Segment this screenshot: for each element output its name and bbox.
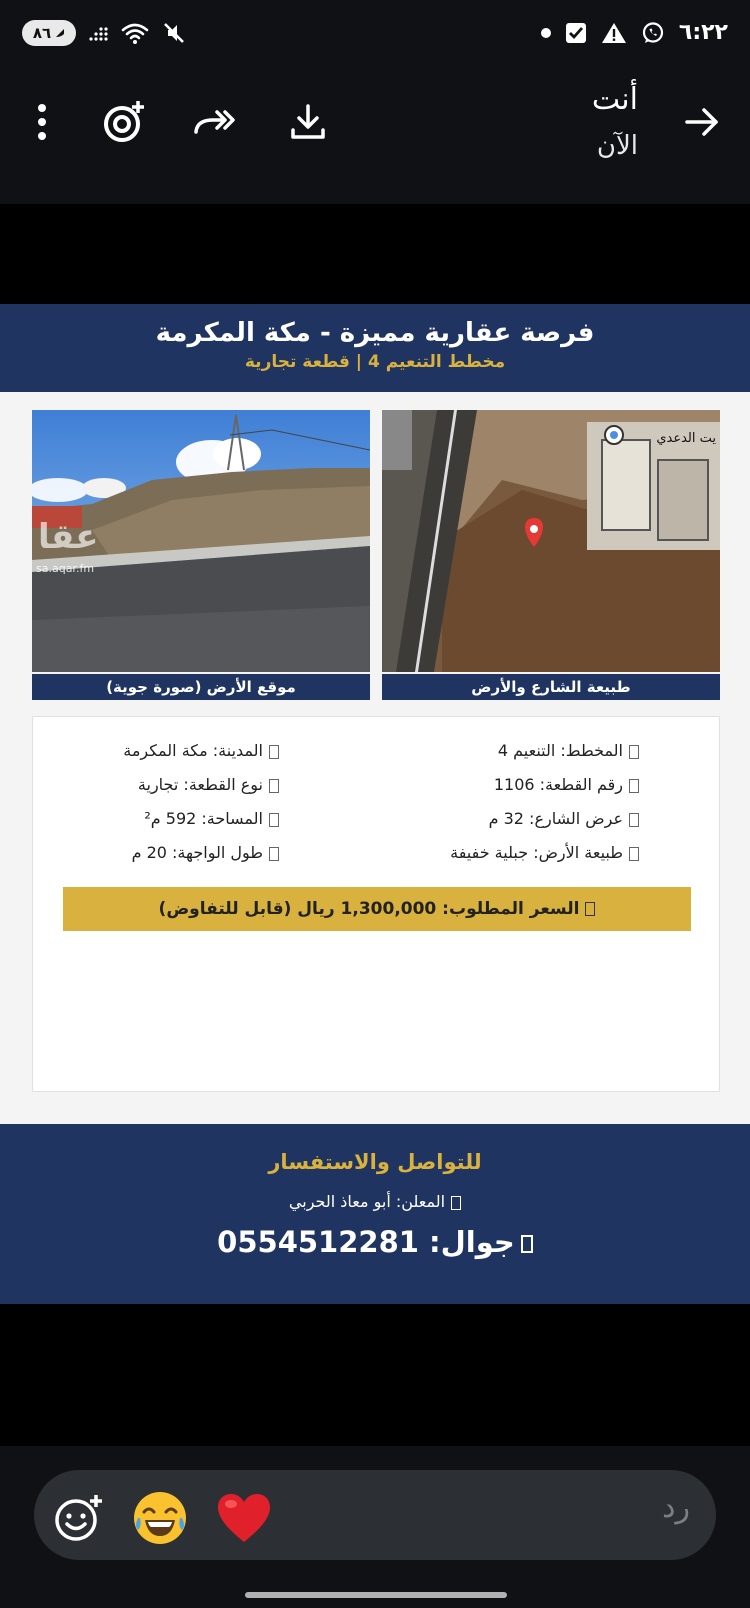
bullet-box-icon xyxy=(269,745,279,759)
home-indicator[interactable] xyxy=(245,1592,507,1598)
aerial-photo xyxy=(382,410,720,672)
whatsapp-icon xyxy=(641,21,665,45)
add-reaction-button[interactable] xyxy=(48,1488,108,1548)
reply-placeholder: رد xyxy=(662,1490,690,1525)
status-dot-icon xyxy=(541,28,551,38)
forward-icon xyxy=(191,102,237,142)
sender-time: الآن xyxy=(596,131,638,161)
contact-title: للتواصل والاستفسار xyxy=(268,1150,482,1174)
street-photo-drawing xyxy=(32,410,370,672)
signal-dots-icon xyxy=(88,23,108,43)
react-heart-button[interactable] xyxy=(214,1488,274,1548)
battery-level: ٨٦ xyxy=(32,24,52,42)
detail-plot-number: رقم القطعة: 1106 xyxy=(494,775,639,794)
detail-city: المدينة: مكة المكرمة xyxy=(123,741,279,760)
detail-plot-type: نوع القطعة: تجارية xyxy=(138,775,279,794)
download-icon xyxy=(288,102,328,142)
aerial-photo-drawing xyxy=(382,410,720,672)
sender-name: أنت xyxy=(591,82,638,117)
bullet-box-icon xyxy=(585,902,595,916)
svg-text:عقا: عقا xyxy=(38,517,99,557)
more-options-button[interactable] xyxy=(18,98,66,146)
battery-indicator xyxy=(22,20,76,46)
wifi-icon xyxy=(120,21,150,45)
price-banner: السعر المطلوب: 1,300,000 ريال (قابل للتفاوض) xyxy=(63,887,691,931)
bullet-box-icon xyxy=(269,813,279,827)
watermark-text: sa.aqar.fm xyxy=(36,562,95,575)
bullet-box-icon xyxy=(521,1235,533,1253)
clock: ٦:٢٢ xyxy=(678,20,728,45)
add-emoji-icon xyxy=(52,1492,104,1544)
bullet-box-icon xyxy=(451,1196,461,1210)
back-button[interactable] xyxy=(678,98,726,146)
viewer-toolbar xyxy=(0,72,750,204)
bullet-box-icon xyxy=(269,847,279,861)
mute-icon xyxy=(162,21,186,45)
ad-subtitle: مخطط التنعيم 4 | قطعة تجارية xyxy=(244,352,506,372)
detail-frontage: طول الواجهة: 20 م xyxy=(132,843,279,862)
details-card xyxy=(32,716,720,1092)
street-photo xyxy=(32,410,370,672)
phone-number: جوال: 0554512281 xyxy=(0,1225,750,1259)
bottom-area xyxy=(0,1304,750,1608)
forward-button[interactable] xyxy=(190,98,238,146)
bullet-box-icon xyxy=(629,779,639,793)
detail-land-nature: طبيعة الأرض: جبلية خفيفة xyxy=(450,843,639,862)
status-bar-left xyxy=(22,20,186,46)
laughing-emoji xyxy=(132,1490,188,1546)
bullet-box-icon xyxy=(629,847,639,861)
map-place-label: يت الدعدي xyxy=(656,431,716,446)
detail-street-width: عرض الشارع: 32 م xyxy=(489,809,639,828)
camera-add-icon xyxy=(101,99,147,145)
advertiser: المعلن: أبو معاذ الحربي xyxy=(0,1192,750,1211)
warning-icon xyxy=(601,22,627,44)
detail-plan: المخطط: التنعيم 4 xyxy=(498,741,639,760)
react-laugh-button[interactable] xyxy=(130,1488,190,1548)
sender-info xyxy=(592,82,638,161)
bullet-box-icon xyxy=(629,745,639,759)
arrow-right-icon xyxy=(684,106,720,138)
bullet-box-icon xyxy=(629,813,639,827)
detail-area: المساحة: 592 م² xyxy=(144,809,279,828)
bullet-box-icon xyxy=(269,779,279,793)
camera-add-button[interactable] xyxy=(100,98,148,146)
status-bar xyxy=(0,0,750,72)
heart-emoji xyxy=(216,1492,272,1544)
more-vert-icon xyxy=(36,102,48,142)
battery-saver-icon xyxy=(55,28,65,38)
ad-header xyxy=(0,304,750,392)
caption-left: موقع الأرض (صورة جوية) xyxy=(32,674,370,700)
download-button[interactable] xyxy=(284,98,332,146)
contact-section xyxy=(0,1124,750,1304)
ad-title: فرصة عقارية مميزة - مكة المكرمة xyxy=(155,318,595,348)
caption-right: طبيعة الشارع والأرض xyxy=(382,674,720,700)
shared-image[interactable] xyxy=(0,304,750,1304)
status-bar-right xyxy=(541,20,728,45)
check-box-icon xyxy=(565,22,587,44)
